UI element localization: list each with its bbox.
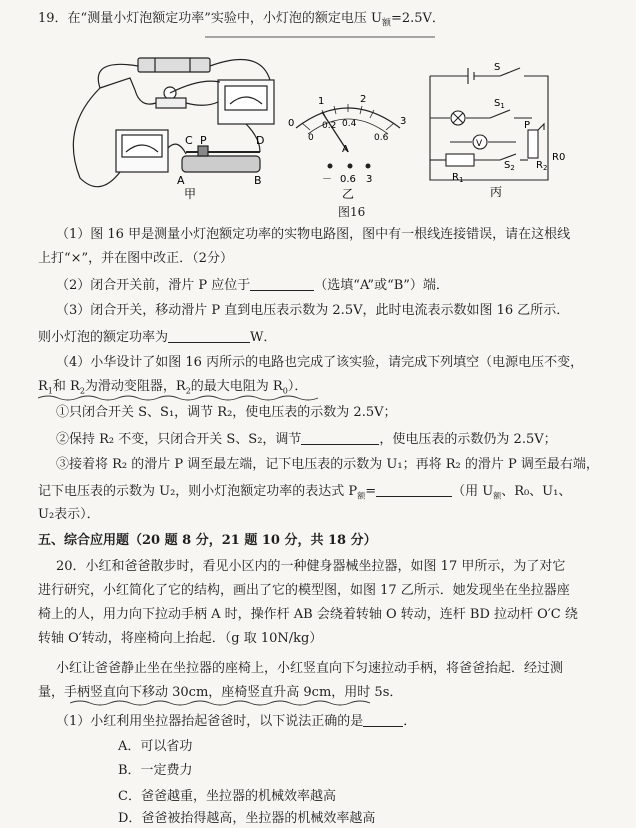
- q19-step3-c: U₂表示）．: [38, 507, 100, 522]
- figure-16-bing: [420, 60, 570, 200]
- q19-p3-b: 则小灯泡的额定功率为 W．: [38, 330, 277, 345]
- q19-p1-a: （1）图 16 甲是测量小灯泡额定功率的实物电路图，图中有一根线连接错误，请在这根线: [56, 227, 571, 242]
- answer-blank-step3[interactable]: [376, 482, 452, 497]
- q19-p4-b: $R_1$和 $R_2$为滑动变阻器，$R_2$的最大电阻为 $R_0$）．: [38, 379, 308, 396]
- svg-text:P: P: [524, 120, 531, 131]
- figure-16-yi: [282, 90, 414, 200]
- svg-text:S2: $S_2$: [504, 160, 515, 172]
- svg-text:－: －: [322, 174, 332, 185]
- label-bing: 丙: [490, 185, 503, 199]
- label-B: B: [254, 174, 262, 187]
- q19-step3-b: 记下电压表的示数为 U₂，则小灯泡额定功率的表达式 $P_额=$ （用 $U_额$、R₀、U₁、: [38, 484, 572, 501]
- q19-p2: （2）闭合开关前，滑片 P 应位于 （选填“A”或“B”）端．: [56, 278, 449, 293]
- label-yi: 乙: [342, 187, 355, 200]
- svg-text:S: S: [494, 62, 501, 73]
- handwritten-underline: [38, 394, 338, 402]
- switch: [100, 78, 135, 90]
- option-A[interactable]: A．可以省功: [118, 739, 193, 754]
- handwritten-underline-2: [70, 699, 390, 707]
- answer-blank-step2[interactable]: [301, 430, 379, 445]
- label-D: D: [256, 134, 265, 147]
- svg-text:R2: $R_2$: [536, 160, 548, 172]
- q19-p1-b: 上打“×”，并在图中改正．（2分）: [38, 251, 233, 266]
- q19-step1: ①只闭合开关 S、S₁，调节 R₂，使电压表的示数为 2.5V；: [56, 405, 397, 420]
- q20-p-b: 进行研究，小红简化了它的结构，画出了它的模型图，如图 17 乙所示．她发现坐在坐拉器座: [38, 583, 570, 598]
- label-A: A: [177, 174, 185, 187]
- q19-p3-a: （3）闭合开关，移动滑片 P 直到电压表示数为 2.5V，此时电流表示数如图 16 乙所示．: [56, 303, 570, 318]
- label-P: P: [200, 134, 207, 147]
- figure-16-jia: [60, 38, 290, 200]
- svg-text:S1: $S_1$: [494, 98, 505, 110]
- q20-p-e: 小红让爸爸静止坐在坐拉器的座椅上，小红竖直向下匀速拉动手柄，将爸爸抬起．经过测: [56, 661, 564, 676]
- figure-caption: 图16: [338, 205, 366, 219]
- svg-text:1: 1: [318, 96, 325, 107]
- svg-text:3: 3: [366, 174, 373, 185]
- option-C[interactable]: C．爸爸越重，坐拉器的机械效率越高: [118, 789, 336, 804]
- q20-q1: （1）小红利用坐拉器抬起爸爸时，以下说法正确的是 ．: [56, 714, 417, 729]
- svg-text:0: 0: [308, 133, 314, 143]
- option-D[interactable]: D．爸爸被抬得越高，坐拉器的机械效率越高: [118, 811, 376, 826]
- svg-text:A: A: [342, 144, 349, 155]
- q19-step3-a: ③接着将 R₂ 的滑片 P 调至最左端，记下电压表的示数为 U₁；再将 R₂ 的滑片 P 调至最右端，: [56, 457, 599, 472]
- rheostat: [182, 156, 260, 172]
- svg-text:0.6: 0.6: [374, 133, 389, 143]
- svg-text:3: 3: [400, 116, 407, 127]
- svg-text:2: 2: [360, 94, 367, 105]
- battery-box: [138, 58, 210, 72]
- svg-text:R0: R0: [552, 152, 566, 163]
- q20-p-c: 椅上的人，用力向下拉动手柄 A 时，操作杆 AB 会绕着转轴 O 转动，连杆 BD 拉动杆 O′C 绕: [38, 607, 578, 622]
- svg-text:0.2: 0.2: [322, 121, 337, 131]
- label-C: C: [185, 134, 193, 147]
- q20-p-a: 20．小红和爸爸散步时，看见小区内的一种健身器械坐拉器，如图 17 甲所示，为了对它: [56, 559, 566, 574]
- q19-step2: ②保持 R₂ 不变，只闭合开关 S、S₂，调节 ，使电压表的示数仍为 2.5V；: [56, 432, 557, 447]
- answer-blank-p2[interactable]: [250, 276, 314, 291]
- svg-text:0.6: 0.6: [340, 174, 356, 185]
- stem-underline: [205, 28, 435, 32]
- option-B[interactable]: B．一定费力: [118, 763, 193, 778]
- q19-p4-a: （4）小华设计了如图 16 丙所示的电路也完成了该实验，请完成下列填空（电源电压不变，: [56, 355, 584, 370]
- section-5-title: 五、综合应用题（20 题 8 分，21 题 10 分，共 18 分）: [38, 533, 377, 548]
- answer-blank-p3[interactable]: [168, 328, 250, 343]
- svg-text:V: V: [476, 139, 483, 149]
- svg-text:0: 0: [288, 118, 295, 129]
- svg-text:0.4: 0.4: [342, 119, 357, 129]
- q20-p-d: 转轴 O′转动，将座椅向上抬起．（g 取 10N/kg）: [38, 631, 323, 646]
- answer-blank-q20-1[interactable]: [363, 712, 403, 727]
- svg-text:R1: $R_1$: [452, 172, 464, 184]
- label-jia: 甲: [184, 187, 197, 200]
- q19-stem: 19．在“测量小灯泡额定功率”实验中，小灯泡的额定电压 $U_额=2.5V$．: [38, 11, 445, 29]
- q20-p-f: 量，手柄竖直向下移动 30cm，座椅竖直升高 9cm，用时 5s．: [38, 685, 403, 700]
